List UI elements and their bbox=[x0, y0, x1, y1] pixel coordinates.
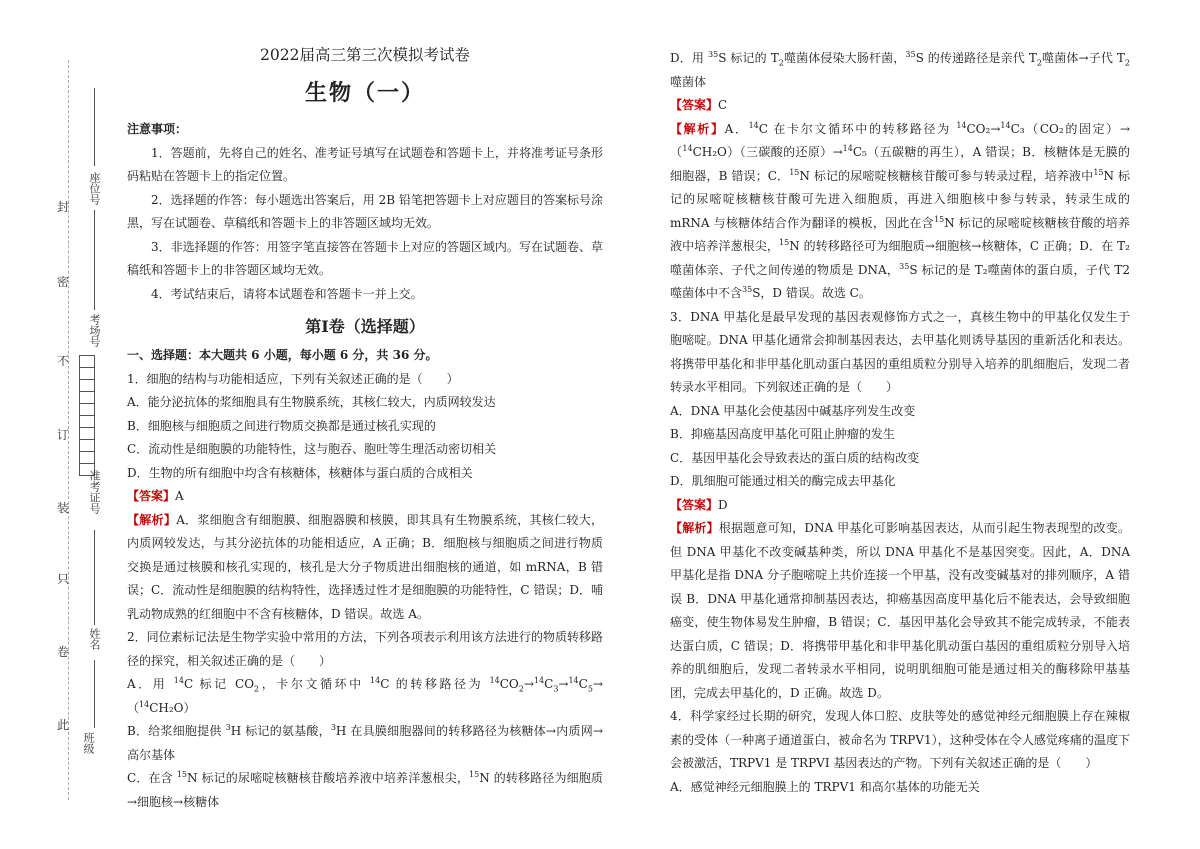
seal-char: 封 bbox=[57, 200, 70, 214]
answer-tag: 【答案】 bbox=[127, 489, 176, 503]
analysis-tag: 【解析】 bbox=[670, 521, 719, 535]
subject-title: 生物（一） bbox=[304, 80, 425, 106]
field-line-seat bbox=[94, 88, 95, 166]
field-line-room bbox=[94, 210, 95, 310]
option-c: C．流动性是细胞膜的功能特性，这与胞吞、胞吐等生理活动密切相关 bbox=[127, 442, 497, 456]
analysis-text: A．浆细胞含有细胞膜、细胞器膜和核膜，即其具有生物膜系统，其核仁较大，内质网较发达，与其分泌抗体的功能相适应，A 正确；B．细胞核与细胞质之间进行物质交换是通过核膜和核孔实现的，核孔是大分子物质进出细胞核的通道，如 mRNA，B 错误；C．流动性是细胞膜的结构特性，选择透过性才是细胞膜的功能特性，C 错误；D．哺乳动物成熟的红细胞中不含有核糖体，D 错误。故选 A。 bbox=[127, 512, 603, 621]
question-stem: 1．细胞的结构与功能相适应，下列有关叙述正确的是（ ） bbox=[127, 371, 459, 386]
option-d: D．肌细胞可能通过相关的酶完成去甲基化 bbox=[670, 474, 896, 488]
analysis-tag: 【解析】 bbox=[670, 121, 725, 136]
exam-title: 2022届高三第三次模拟考试卷 bbox=[260, 46, 470, 64]
question-stem: 4．科学家经过长期的研究，发现人体口腔、皮肤等处的感觉神经元细胞膜上存在辣椒素的受体（一种离子通道蛋白，被命名为 TRPV1），这种受体在令人感觉疼痛的温度下会被激活，TRPV1 是 TRPVI 基因表达的产物。下列有关叙述正确的是（ ） bbox=[670, 709, 1130, 770]
field-line-name bbox=[94, 530, 95, 625]
ticket-number-boxes[interactable] bbox=[79, 355, 95, 476]
analysis-paragraph: 【解析】A．$^{14}$C 在卡尔文循环中的转移路径为 $^{14}$CO₂→$^{14}$C₃（CO₂的固定）→（$^{14}$CH₂O）（三碳酸的还原）→$^{14}$C₅（五碳糖的再生），A 错误；B．核糖体是无膜的细胞器，B 错误；C．$^{15}$N 标记的尿嘧啶核糖核苷酸可参与转录过程，培养液中$^{15}$N 标记的尿嘧啶核糖核苷酸可先进入细胞质，再进入细胞核中参与转录，转录生成的 mRNA 与核糖体结合作为翻译的模板，因此在含$^{15}$N 标记的尿嘧啶核糖核苷酸的培养液中培养洋葱根尖，$^{15}$N 的转移路径可为细胞质→细胞核→核糖体，C 正确；D．在 T₂噬菌体亲、子代之间传递的物质是 DNA，$^{35}$S 标记的是 T₂噬菌体的蛋白质，子代 T2 噬菌体中不含$^{35}$S，D 错误。故选 C。 bbox=[670, 120, 1131, 300]
option-b: B．给浆细胞提供 $^3$H 标记的氨基酸，$^3$H 在具膜细胞器间的转移路径为核糖体→内质网→高尔基体 bbox=[127, 723, 604, 762]
question-stem: 2．同位素标记法是生物学实验中常用的方法，下列各项表示利用该方法进行的物质转移路径的探究，相关叙述正确的是（ ） bbox=[127, 630, 603, 668]
notice-item: 4．考试结束后，请将本试题卷和答题卡一并上交。 bbox=[151, 286, 423, 301]
left-column bbox=[127, 0, 603, 814]
answer-line bbox=[670, 494, 1130, 518]
seal-char: 订 bbox=[57, 428, 70, 442]
label-exam-room: 考场号 bbox=[88, 314, 101, 347]
answer-tag: 【答案】 bbox=[670, 98, 719, 112]
notice-heading: 注意事项： bbox=[127, 122, 188, 136]
option-a: A．能分泌抗体的浆细胞具有生物膜系统，其核仁较大，内质网较发达 bbox=[127, 395, 496, 409]
label-name: 姓名 bbox=[88, 628, 101, 650]
seal-char: 卷 bbox=[57, 645, 70, 659]
question-stem: 3．DNA 甲基化是最早发现的基因表观修饰方式之一，真核生物中的甲基化仅发生于胞嘧啶。DNA 甲基化通常会抑制基因表达，去甲基化则诱导基因的重新活化和表达。将携带甲基化和非甲基化肌动蛋白基因的重组质粒分别导入培养的肌细胞后，发现二者转录水平相同。下列叙述正确的是（ ） bbox=[670, 309, 1130, 394]
option-a: A．感觉神经元细胞膜上的 TRPV1 和高尔基体的功能无关 bbox=[670, 779, 980, 794]
seal-char: 此 bbox=[57, 718, 70, 732]
answer-value: D bbox=[718, 497, 728, 512]
notice-item: 2．选择题的作答：每小题选出答案后，用 2B 铅笔把答题卡上对应题目的答案标号涂黑，写在试题卷、草稿纸和答题卡上的非答题区域均无效。 bbox=[127, 192, 603, 230]
option-d: D．用 $^{35}$S 标记的 $T_2$噬菌体侵染大肠杆菌，$^{35}$S 的传递路径是亲代 $T_2$噬菌体→子代 $T_2$噬菌体 bbox=[670, 50, 1131, 89]
answer-value: C bbox=[718, 98, 728, 112]
answer-value: A bbox=[175, 489, 184, 503]
label-ticket-number: 准考证号 bbox=[88, 470, 101, 514]
option-b: B．细胞核与细胞质之间进行物质交换都是通过核孔实现的 bbox=[127, 418, 436, 433]
section-description: 一、选择题：本大题共 6 小题，每小题 6 分，共 36 分。 bbox=[127, 348, 438, 362]
notice-item: 3．非选择题的作答：用签字笔直接答在答题卡上对应的答题区域内。写在试题卷、草稿纸和答题卡上的非答题区域均无效。 bbox=[127, 239, 603, 277]
seal-char: 只 bbox=[57, 572, 70, 586]
answer-tag: 【答案】 bbox=[670, 497, 719, 512]
seal-char: 不 bbox=[57, 354, 70, 368]
seal-char: 密 bbox=[57, 275, 70, 289]
option-a: A．DNA 甲基化会使基因中碱基序列发生改变 bbox=[670, 403, 916, 418]
notice-item: 1．答题前，先将自己的姓名、准考证号填写在试题卷和答题卡上，并将准考证号条形码粘贴在答题卡上的指定位置。 bbox=[127, 145, 603, 183]
analysis-paragraph bbox=[127, 509, 603, 627]
analysis-paragraph bbox=[670, 517, 1130, 705]
label-seat-number: 座位号 bbox=[88, 172, 101, 205]
answer-line bbox=[127, 485, 603, 509]
right-column bbox=[670, 47, 1130, 799]
option-c: C．基因甲基化会导致表达的蛋白质的结构改变 bbox=[670, 450, 920, 465]
option-c: C．在含 $^{15}$N 标记的尿嘧啶核糖核苷酸培养液中培养洋葱根尖，$^{15}$N 的转移路径为细胞质→细胞核→核糖体 bbox=[127, 770, 603, 809]
field-line-class bbox=[94, 660, 95, 728]
answer-line bbox=[670, 94, 1130, 118]
binding-margin bbox=[0, 0, 110, 849]
option-a: A．用 $^{14}$C 标记 $CO_2$，卡尔文循环中 $^{14}$C 的转移路径为 $^{14}CO_2\to^{14}C_3\to^{14}C_5\to(^{14}CH_2O)$ bbox=[127, 676, 603, 715]
section-title: 第Ⅰ卷（选择题） bbox=[305, 317, 425, 336]
label-class: 班级 bbox=[82, 732, 95, 754]
option-b: B．抑癌基因高度甲基化可阻止肿瘤的发生 bbox=[670, 427, 895, 441]
analysis-text: 根据题意可知，DNA 甲基化可影响基因表达，从而引起生物表现型的改变。但 DNA 甲基化不改变碱基种类，所以 DNA 甲基化不是基因突变。因此，A．DNA 甲基化是指 DNA 分子胞嘧啶上共价连接一个甲基，没有改变碱基对的排列顺序，A 错误 B．DNA 甲基化通常抑制基因表达，抑癌基因高度甲基化后不能表达，会导致细胞癌变，使生物体易发生肿瘤，B 错误；C．基因甲基化会导致其不能完成转录，不能表达蛋白质，C 错误；D．将携带甲基化和非甲基化肌动蛋白基因的重组质粒分别导入培养的肌细胞后，发现二者转录水平相同，说明肌细胞可能是通过相关的酶移除甲基基团，完成去甲基化的，D 正确。故选 D。 bbox=[670, 521, 1130, 700]
seal-char: 装 bbox=[57, 501, 70, 515]
option-d: D．生物的所有细胞中均含有核糖体，核糖体与蛋白质的合成相关 bbox=[127, 465, 473, 480]
analysis-tag: 【解析】 bbox=[127, 512, 177, 527]
